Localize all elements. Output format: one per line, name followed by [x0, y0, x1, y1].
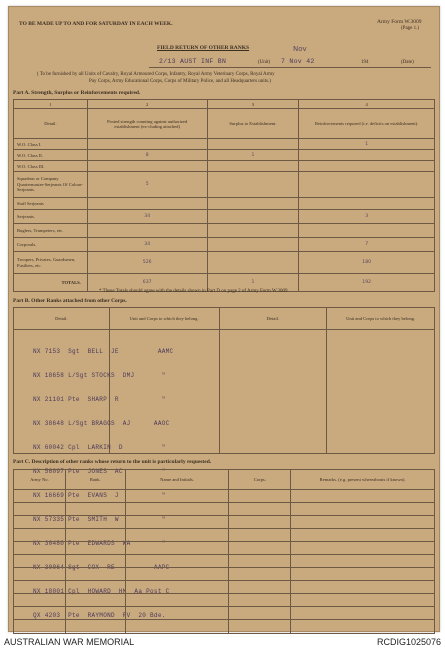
row-detail: Staff Serjeants: [14, 198, 88, 210]
typed-row: NX 21101 Pte SHARP R ": [33, 396, 166, 403]
header-detail: Detail.: [14, 109, 88, 139]
header-detail: Detail.: [14, 308, 110, 330]
date-prefix: 194: [361, 60, 369, 65]
typed-row: NX 38648 L/Sgt BRAGGS AJ AAOC: [33, 420, 170, 427]
part-a-title: Part A. Strength, Surplus or Reinforcements required.: [13, 90, 141, 96]
header-remarks: Remarks. (e.g. present whereabouts if known).: [291, 470, 435, 490]
date-label: (Date): [401, 60, 414, 65]
total-reinf: 192: [299, 274, 435, 292]
header-detail: Detail.: [219, 308, 327, 330]
row-surplus: [207, 161, 299, 172]
typed-row: QX 4203 Pte RAYMOND RV 20 Bde.: [33, 612, 166, 619]
typed-row: NX 60042 Cpl LARKIN D ": [33, 444, 166, 451]
row-posted: 34: [87, 210, 207, 224]
typed-row: NX 18658 L/Sgt STOCKS DMJ ": [33, 372, 166, 379]
row-posted: 8: [87, 150, 207, 161]
row-posted: 5: [87, 172, 207, 198]
row-reinf: 1: [299, 139, 435, 150]
part-b-title: Part B. Other Ranks attached from other Corps.: [13, 298, 127, 304]
unit-label: (Unit): [258, 60, 271, 65]
row-detail: Buglers, Trumpeters, etc.: [14, 224, 88, 238]
form-number: Army Form W.3009: [377, 19, 422, 25]
total-posted: 637: [87, 274, 207, 292]
row-posted: [87, 198, 207, 210]
col-number: 3: [207, 100, 299, 109]
top-note: TO BE MADE UP TO AND FOR SATURDAY IN EACH WEEK.: [19, 21, 173, 27]
row-posted: [87, 139, 207, 150]
part-c-table: [13, 469, 435, 634]
form-title: FIELD RETURN OF OTHER RANKS: [157, 45, 250, 51]
header-posted: Posted strength counting against authorized establishment (ex-cluding attached): [87, 109, 207, 139]
row-posted: 526: [87, 252, 207, 274]
date-handwritten: Nov: [293, 45, 307, 53]
row-surplus: [207, 198, 299, 210]
typed-row: NX 18001 Cpl HOWARD HM Aa Post C: [33, 588, 170, 595]
row-posted: 34: [87, 238, 207, 252]
part-a-table: [13, 99, 435, 292]
typed-row: NX 30480 Pte EDWARDS WA ": [33, 540, 166, 547]
row-detail: W.O. Class II.: [14, 150, 88, 161]
row-surplus: [207, 238, 299, 252]
part-a-footnote: * These Totals should agree with the details shown in Part D on page 2 of Army Form W.3009: [99, 289, 288, 294]
typed-row: NX 57335 Pte SMITH W ": [33, 516, 166, 523]
header-unit-corps: Unit and Corps to which they belong.: [109, 308, 219, 330]
header-reinforcements: Reinforcements required (i.e. deficits on establishment).: [299, 109, 435, 139]
page-number: (Page 1.): [401, 26, 420, 31]
row-surplus: [207, 224, 299, 238]
instructions-line-1: ( To be furnished by all Units of Cavalry, Royal Armoured Corps, Infantry, Royal Army Veterinary Corps, Royal Army: [37, 72, 275, 77]
col-number: 1: [14, 100, 88, 109]
footer-archive-name: AUSTRALIAN WAR MEMORIAL: [4, 637, 135, 647]
header-corps: Corps.: [229, 470, 291, 490]
row-surplus: 1: [207, 150, 299, 161]
totals-label: TOTALS.: [14, 274, 88, 292]
row-reinf: [299, 198, 435, 210]
row-reinf: [299, 172, 435, 198]
row-surplus: [207, 252, 299, 274]
header-unit-corps: Unit and Corps to which they belong.: [327, 308, 435, 330]
row-detail: Squadron or Company Quartermaster-Serjeants Of Colour-Serjeants.: [14, 172, 88, 198]
footer-item-id: RCDIG1025076: [376, 637, 441, 647]
total-surplus: 1: [207, 274, 299, 292]
instructions-line-2: Pay Corps, Army Educational Corps, Corps of Military Police, and all Headquarters units.): [89, 79, 271, 84]
typed-row: NX 16669 Pte EVANS J ": [33, 492, 166, 499]
row-detail: Corporals.: [14, 238, 88, 252]
form-sheet: [8, 6, 440, 632]
row-detail: W.O. Class I.: [14, 139, 88, 150]
row-reinf: [299, 150, 435, 161]
row-detail: W.O. Class III.: [14, 161, 88, 172]
date-value: 7 Nov 42: [281, 58, 315, 65]
row-reinf: [299, 224, 435, 238]
row-reinf: 180: [299, 252, 435, 274]
header-name: Name and Initials.: [125, 470, 229, 490]
typed-row: NX 30064 Sgt COX RE AAPC: [33, 564, 170, 571]
part-c-title: Part C. Description of other ranks whose return to the unit is particularly requested.: [13, 459, 212, 465]
row-surplus: [207, 210, 299, 224]
header-surplus: Surplus to Establishment.: [207, 109, 299, 139]
row-posted: [87, 224, 207, 238]
unit-value: 2/13 AUST INF BN: [159, 58, 227, 65]
col-number: 2: [87, 100, 207, 109]
row-surplus: [207, 172, 299, 198]
col-number: 4: [299, 100, 435, 109]
row-reinf: 3: [299, 210, 435, 224]
header-rank: Rank.: [65, 470, 125, 490]
typed-row: NX 7153 Sgt BELL JE AAMC: [33, 348, 174, 355]
header-army-no: Army No.: [14, 470, 66, 490]
row-surplus: [207, 139, 299, 150]
row-reinf: 7: [299, 238, 435, 252]
row-posted: [87, 161, 207, 172]
typed-row: NX 56097 Pte JONES AC ": [33, 468, 166, 475]
row-reinf: [299, 161, 435, 172]
row-detail: Serjeants.: [14, 210, 88, 224]
row-detail: Troopers, Privates, Guardsmen, Fusiliers, etc.: [14, 252, 88, 274]
